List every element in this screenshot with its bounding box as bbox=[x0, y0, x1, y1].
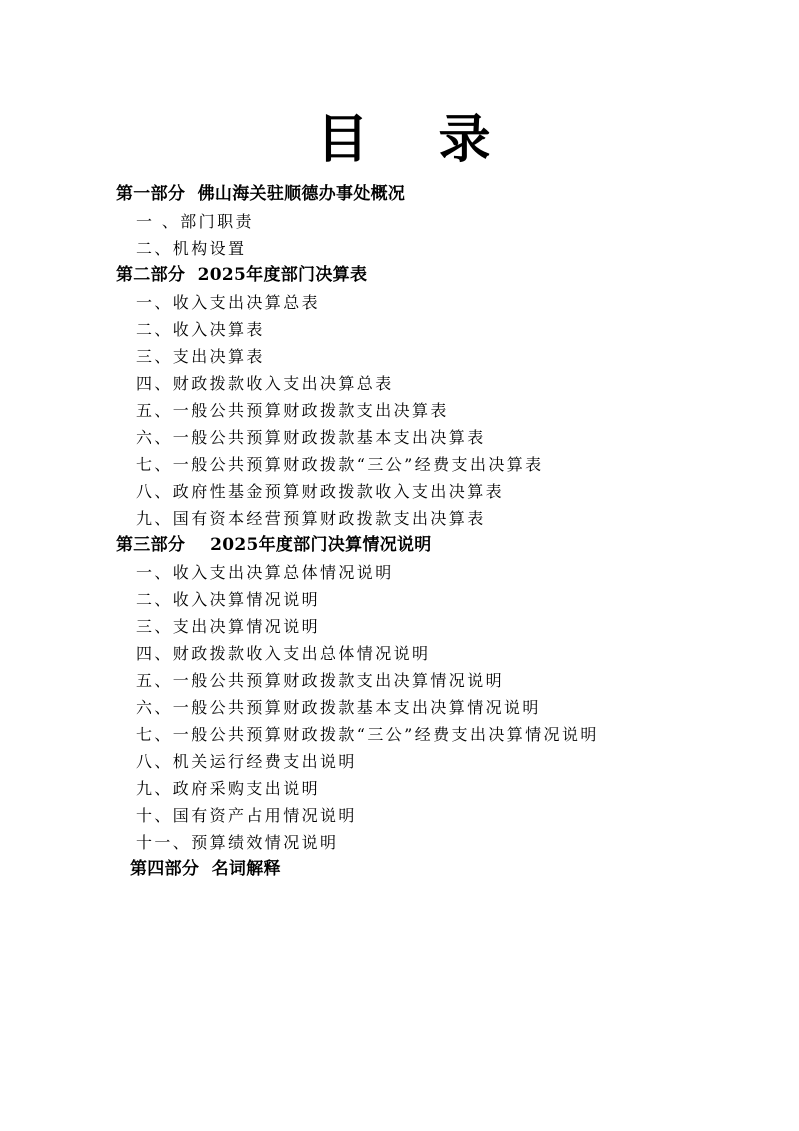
toc-item: 四、财政拨款收入支出总体情况说明 bbox=[136, 644, 431, 663]
toc-item: 一、收入支出决算总体情况说明 bbox=[136, 563, 394, 582]
toc-item: 五、一般公共预算财政拨款支出决算表 bbox=[136, 401, 449, 420]
toc-item: 九、国有资本经营预算财政拨款支出决算表 bbox=[136, 509, 486, 528]
toc-item: 六、一般公共预算财政拨款基本支出决算情况说明 bbox=[136, 698, 541, 717]
toc-part-heading: 第三部分 2025年度部门决算情况说明 bbox=[116, 535, 432, 555]
page-title: 目 录 bbox=[316, 109, 491, 170]
toc-item: 二、机构设置 bbox=[136, 239, 247, 258]
table-of-contents bbox=[0, 181, 799, 883]
toc-item: 十一、预算绩效情况说明 bbox=[136, 833, 339, 852]
toc-item: 七、一般公共预算财政拨款“三公”经费支出决算情况说明 bbox=[136, 725, 599, 744]
toc-item: 七、一般公共预算财政拨款“三公”经费支出决算表 bbox=[136, 455, 544, 474]
toc-item: 四、财政拨款收入支出决算总表 bbox=[136, 374, 394, 393]
toc-part-heading: 第一部分 佛山海关驻顺德办事处概况 bbox=[116, 184, 406, 204]
toc-item: 八、机关运行经费支出说明 bbox=[136, 752, 357, 771]
toc-item: 一 、部门职责 bbox=[136, 212, 254, 231]
toc-item: 二、收入决算情况说明 bbox=[136, 590, 321, 609]
toc-item: 三、支出决算表 bbox=[136, 347, 265, 366]
toc-item: 五、一般公共预算财政拨款支出决算情况说明 bbox=[136, 671, 505, 690]
toc-part-heading: 第四部分 名词解释 bbox=[130, 859, 281, 879]
toc-item: 六、一般公共预算财政拨款基本支出决算表 bbox=[136, 428, 486, 447]
toc-item: 一、收入支出决算总表 bbox=[136, 293, 321, 312]
toc-part-heading: 第二部分 2025年度部门决算表 bbox=[116, 265, 368, 285]
toc-item: 三、支出决算情况说明 bbox=[136, 617, 321, 636]
toc-item: 十、国有资产占用情况说明 bbox=[136, 806, 357, 825]
toc-item: 八、政府性基金预算财政拨款收入支出决算表 bbox=[136, 482, 505, 501]
toc-item: 九、政府采购支出说明 bbox=[136, 779, 321, 798]
toc-item: 二、收入决算表 bbox=[136, 320, 265, 339]
